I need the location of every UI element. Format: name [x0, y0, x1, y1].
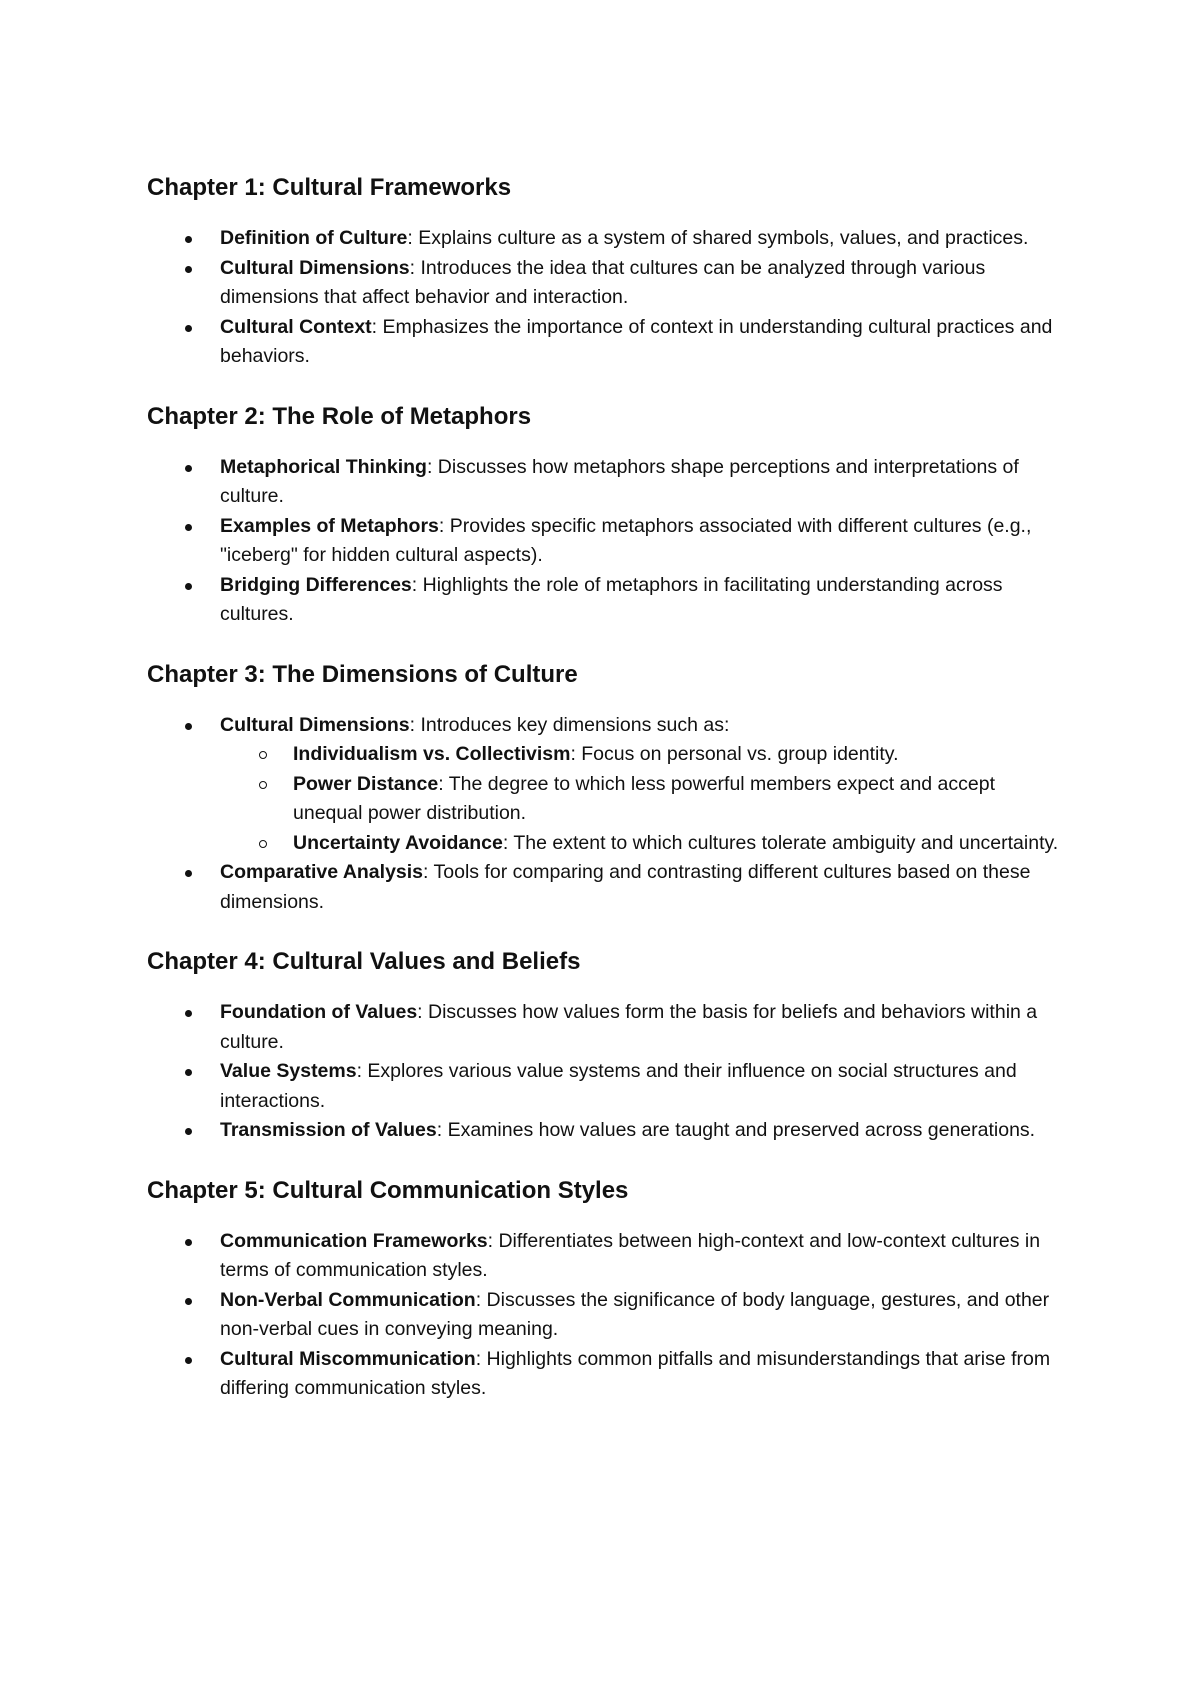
item-text: : Discusses how values form the basis for beliefs and behaviors within a culture. — [220, 1001, 1038, 1053]
sub-list — [220, 740, 1067, 858]
sub-list-item — [293, 740, 1067, 770]
list-item — [220, 453, 1067, 512]
item-text: : Tools for comparing and contrasting different cultures based on these dimensions. — [220, 861, 1031, 913]
item-term: Cultural Miscommunication — [220, 1347, 476, 1370]
list-item — [220, 512, 1067, 571]
item-text: : Highlights the role of metaphors in facilitating understanding across cultures. — [220, 573, 1003, 625]
item-term: Communication Frameworks — [220, 1229, 488, 1252]
item-text: : Examines how values are taught and preserved across generations. — [436, 1119, 1036, 1141]
item-text: : The extent to which cultures tolerate ambiguity and uncertainty. — [502, 831, 1059, 854]
item-term: Definition of Culture — [220, 227, 408, 249]
bullet-list — [147, 1227, 1067, 1404]
list-item — [220, 571, 1067, 630]
list-item — [220, 1227, 1067, 1286]
item-text: : Focus on personal vs. group identity. — [570, 743, 899, 765]
chapter-1 — [147, 172, 1067, 372]
item-text: : Emphasizes the importance of context in understanding cultural practices and behaviors. — [220, 315, 1053, 367]
chapter-title: Chapter 5: Cultural Communication Styles — [147, 1176, 629, 1204]
sub-list-item — [293, 770, 1067, 829]
bullet-list — [147, 998, 1067, 1146]
item-term: Foundation of Values — [220, 1001, 418, 1023]
list-item — [220, 858, 1067, 917]
chapter-5 — [147, 1175, 1067, 1404]
list-item — [220, 711, 1067, 859]
bullet-list — [147, 224, 1067, 372]
item-text: : Highlights common pitfalls and misunderstandings that arise from differing communication styles. — [220, 1347, 1051, 1399]
item-text: : Provides specific metaphors associated with different cultures (e.g., "iceberg" for hidden cultural aspects). — [220, 514, 1032, 566]
list-item — [220, 1057, 1067, 1116]
bullet-list — [147, 711, 1067, 918]
chapter-title: Chapter 1: Cultural Frameworks — [147, 174, 512, 201]
bullet-list — [147, 453, 1067, 630]
item-text: : Discusses the significance of body language, gestures, and other non-verbal cues in conveying meaning. — [220, 1288, 1050, 1340]
list-item — [220, 998, 1067, 1057]
sub-list-item — [293, 829, 1067, 859]
item-text: : Introduces the idea that cultures can be analyzed through various dimensions that affect behavior and interaction. — [220, 256, 986, 308]
item-text: : Introduces key dimensions such as: — [409, 713, 730, 736]
item-term: Bridging Differences — [220, 573, 412, 596]
item-term: Individualism vs. Collectivism — [293, 743, 571, 765]
item-term: Non-Verbal Communication — [220, 1288, 476, 1311]
list-item — [220, 1345, 1067, 1404]
item-text: : Differentiates between high-context and low-context cultures in terms of communication styles. — [220, 1229, 1041, 1281]
document-page — [147, 172, 1067, 1433]
item-term: Comparative Analysis — [220, 861, 424, 883]
item-text: : Explains culture as a system of shared symbols, values, and practices. — [407, 227, 1029, 249]
list-item — [220, 254, 1067, 313]
chapter-4 — [147, 946, 1067, 1146]
item-term: Transmission of Values — [220, 1119, 437, 1141]
list-item — [220, 224, 1067, 254]
list-item — [220, 1286, 1067, 1345]
item-text: : Discusses how metaphors shape perceptions and interpretations of culture. — [220, 455, 1019, 507]
list-item — [220, 1116, 1067, 1146]
list-item — [220, 313, 1067, 372]
item-term: Cultural Context — [220, 315, 372, 338]
chapter-title: Chapter 2: The Role of Metaphors — [147, 402, 532, 430]
item-text: : The degree to which less powerful members expect and accept unequal power distribution. — [293, 772, 996, 824]
item-term: Cultural Dimensions — [220, 713, 410, 736]
item-term: Examples of Metaphors — [220, 514, 439, 537]
item-term: Cultural Dimensions — [220, 256, 410, 279]
item-term: Metaphorical Thinking — [220, 455, 427, 478]
chapter-3 — [147, 659, 1067, 918]
chapter-title: Chapter 3: The Dimensions of Culture — [147, 660, 578, 688]
item-term: Uncertainty Avoidance — [293, 831, 503, 854]
chapter-title: Chapter 4: Cultural Values and Beliefs — [147, 948, 581, 975]
item-term: Value Systems — [220, 1060, 357, 1082]
item-term: Power Distance — [293, 772, 439, 795]
item-text: : Explores various value systems and their influence on social structures and interactions. — [220, 1060, 1017, 1112]
chapter-2 — [147, 401, 1067, 630]
